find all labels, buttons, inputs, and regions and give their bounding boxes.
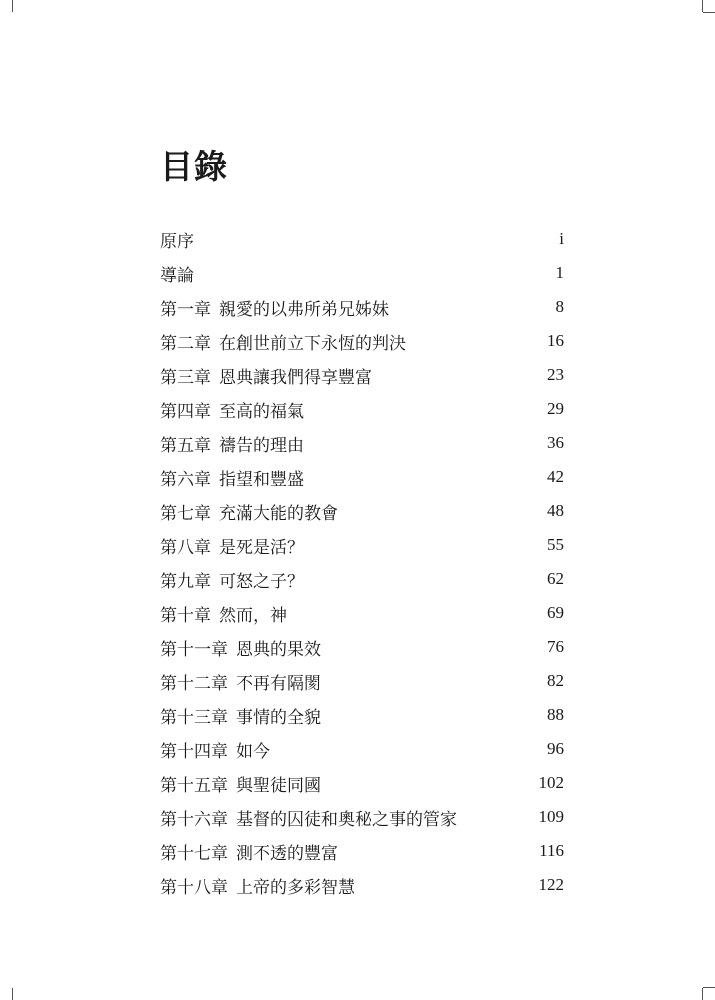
- chapter-title: 測不透的豐富: [236, 843, 338, 864]
- table-of-contents: [160, 222, 564, 902]
- toc-entry-label: [160, 261, 194, 286]
- toc-entry-label: [160, 227, 194, 252]
- chapter-number: 第十七章: [160, 843, 228, 864]
- page-number: 23: [547, 365, 564, 384]
- toc-entry-label: [160, 329, 406, 354]
- chapter-title: 上帝的多彩智慧: [236, 877, 355, 898]
- toc-entry[interactable]: [160, 732, 564, 766]
- toc-entry-label: [160, 499, 338, 524]
- toc-entry-label: [160, 431, 304, 456]
- page-number: 16: [547, 331, 564, 350]
- toc-entry-label: [160, 839, 338, 864]
- crop-mark-right-top: [703, 12, 715, 13]
- crop-mark-right-bottom: [703, 987, 715, 988]
- chapter-title: 導論: [160, 265, 194, 286]
- page-number: 62: [547, 569, 564, 588]
- chapter-number: 第十四章: [160, 741, 228, 762]
- toc-entry[interactable]: [160, 290, 564, 324]
- chapter-title: 可怒之子？: [219, 571, 304, 592]
- crop-mark-bottom-right: [702, 988, 703, 1000]
- chapter-number: 第十章: [160, 605, 211, 626]
- page-number: i: [559, 229, 564, 248]
- toc-entry[interactable]: [160, 834, 564, 868]
- crop-mark-bottom-left: [12, 988, 13, 1000]
- page-number: 1: [555, 263, 564, 282]
- page-number: 48: [547, 501, 564, 520]
- chapter-title: 禱告的理由: [219, 435, 304, 456]
- toc-entry[interactable]: [160, 494, 564, 528]
- chapter-number: 第四章: [160, 401, 211, 422]
- crop-mark-top-right: [702, 0, 703, 12]
- chapter-title: 是死是活？: [219, 537, 304, 558]
- page-title: 目錄: [160, 147, 228, 186]
- toc-entry-label: [160, 465, 304, 490]
- page-number: 122: [538, 875, 564, 894]
- toc-entry[interactable]: [160, 324, 564, 358]
- chapter-title: 事情的全貌: [236, 707, 321, 728]
- toc-entry-label: [160, 397, 304, 422]
- toc-entry-label: [160, 635, 321, 660]
- toc-entry-label: [160, 601, 287, 626]
- chapter-title: 與聖徒同國: [236, 775, 321, 796]
- chapter-number: 第十一章: [160, 639, 228, 660]
- page-number: 29: [547, 399, 564, 418]
- toc-entry[interactable]: [160, 766, 564, 800]
- toc-entry[interactable]: [160, 256, 564, 290]
- toc-entry[interactable]: [160, 358, 564, 392]
- chapter-title: 然而，神: [219, 605, 287, 626]
- page-number: 76: [547, 637, 564, 656]
- chapter-title: 指望和豐盛: [219, 469, 304, 490]
- page-number: 102: [538, 773, 564, 792]
- toc-entry[interactable]: [160, 800, 564, 834]
- chapter-number: 第七章: [160, 503, 211, 524]
- chapter-title: 恩典的果效: [236, 639, 321, 660]
- chapter-title: 在創世前立下永恆的判決: [219, 333, 406, 354]
- page-number: 116: [539, 841, 564, 860]
- chapter-number: 第十六章: [160, 809, 228, 830]
- chapter-number: 第三章: [160, 367, 211, 388]
- toc-entry-label: [160, 533, 304, 558]
- page-number: 42: [547, 467, 564, 486]
- chapter-title: 原序: [160, 231, 194, 252]
- toc-entry-label: [160, 703, 321, 728]
- page-number: 8: [555, 297, 564, 316]
- chapter-number: 第十三章: [160, 707, 228, 728]
- toc-entry-label: [160, 737, 270, 762]
- toc-entry-label: [160, 363, 372, 388]
- chapter-number: 第十八章: [160, 877, 228, 898]
- chapter-title: 充滿大能的教會: [219, 503, 338, 524]
- page-number: 55: [547, 535, 564, 554]
- page-number: 82: [547, 671, 564, 690]
- chapter-title: 恩典讓我們得享豐富: [219, 367, 372, 388]
- chapter-title: 如今: [236, 741, 270, 762]
- toc-entry[interactable]: [160, 562, 564, 596]
- crop-mark-top-left: [12, 0, 13, 12]
- toc-entry-label: [160, 771, 321, 796]
- chapter-title: 不再有隔閡: [236, 673, 321, 694]
- toc-entry[interactable]: [160, 222, 564, 256]
- chapter-number: 第二章: [160, 333, 211, 354]
- toc-entry[interactable]: [160, 630, 564, 664]
- page-number: 109: [538, 807, 564, 826]
- toc-entry[interactable]: [160, 460, 564, 494]
- toc-entry[interactable]: [160, 392, 564, 426]
- chapter-title: 基督的囚徒和奧秘之事的管家: [236, 809, 457, 830]
- chapter-number: 第六章: [160, 469, 211, 490]
- toc-entry[interactable]: [160, 698, 564, 732]
- toc-entry[interactable]: [160, 528, 564, 562]
- chapter-number: 第九章: [160, 571, 211, 592]
- toc-entry[interactable]: [160, 426, 564, 460]
- toc-entry-label: [160, 295, 389, 320]
- chapter-number: 第十二章: [160, 673, 228, 694]
- page-number: 96: [547, 739, 564, 758]
- toc-entry-label: [160, 805, 457, 830]
- toc-entry-label: [160, 873, 355, 898]
- chapter-title: 至高的福氣: [219, 401, 304, 422]
- page-number: 69: [547, 603, 564, 622]
- toc-entry[interactable]: [160, 868, 564, 902]
- toc-entry[interactable]: [160, 664, 564, 698]
- page-number: 88: [547, 705, 564, 724]
- toc-entry[interactable]: [160, 596, 564, 630]
- chapter-title: 親愛的以弗所弟兄姊妹: [219, 299, 389, 320]
- chapter-number: 第十五章: [160, 775, 228, 796]
- page-number: 36: [547, 433, 564, 452]
- chapter-number: 第一章: [160, 299, 211, 320]
- chapter-number: 第八章: [160, 537, 211, 558]
- toc-entry-label: [160, 669, 321, 694]
- chapter-number: 第五章: [160, 435, 211, 456]
- toc-entry-label: [160, 567, 304, 592]
